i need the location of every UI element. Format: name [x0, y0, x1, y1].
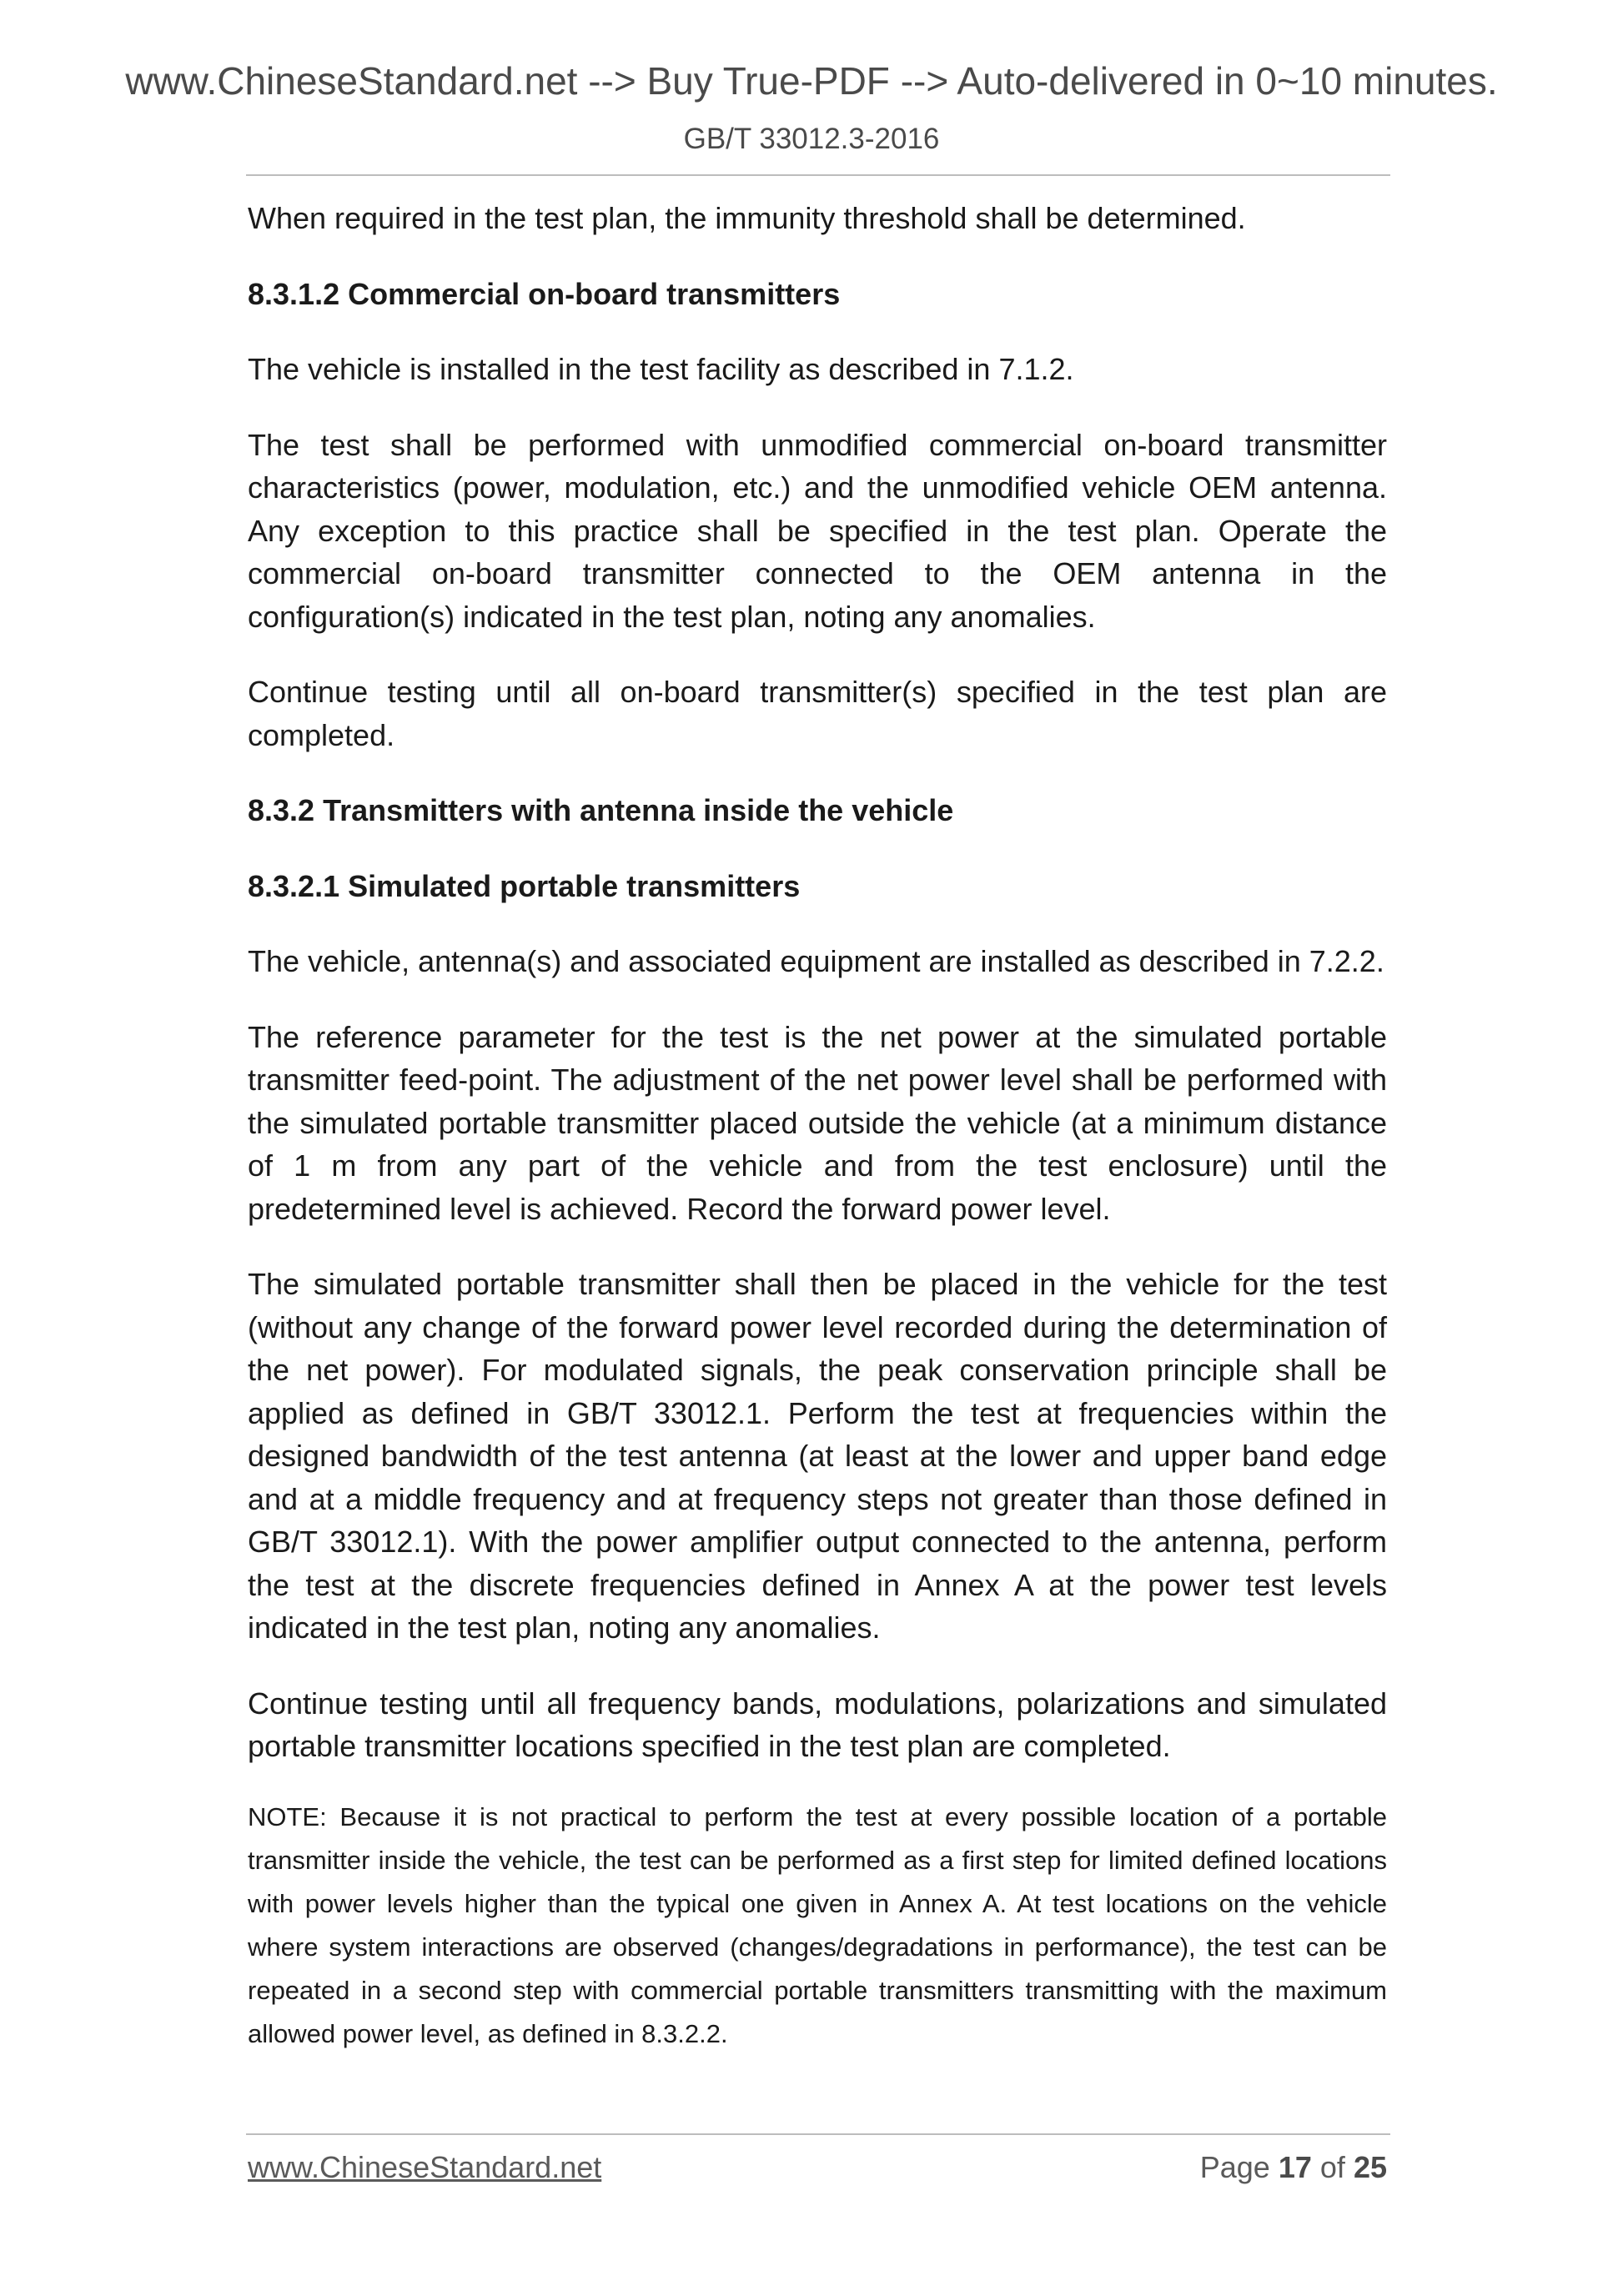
page-of: of	[1319, 2150, 1345, 2184]
page-total: 25	[1353, 2150, 1387, 2184]
heading-8-3-2: 8.3.2 Transmitters with antenna inside the vehicle	[248, 793, 954, 827]
note-paragraph: NOTE: Because it is not practical to perform the test at every possible location of a portable transmitter inside the vehicle, the test can be performed as a first step for limited defined locations with power levels higher than the typical one given in Annex A. At test locations on the vehicle where system interactions are observed (changes/degradations in performance), the test can be repeated in a second step with commercial portable transmitters transmitting with the maximum allowed power level, as defined in 8.3.2.2.	[248, 1801, 1387, 2048]
paragraph-antenna-installed: The vehicle, antenna(s) and associated equipment are installed as described in 7.2.2.	[248, 944, 1384, 978]
paragraph-continue-bands: Continue testing until all frequency bands, modulations, polarizations and simulated portable transmitter locations specified in the test plan are completed.	[248, 1686, 1387, 1763]
heading-8-3-1-2: 8.3.1.2 Commercial on-board transmitters	[248, 276, 841, 311]
heading-8-3-2-1: 8.3.2.1 Simulated portable transmitters	[248, 868, 801, 903]
paragraph-continue-onboard: Continue testing until all on-board transmitter(s) specified in the test plan are completed.	[248, 675, 1387, 752]
paragraph-reference-parameter: The reference parameter for the test is the net power at the simulated portable transmitter feed-point. The adjustment of the net power level shall be performed with the simulated portable transmitter placed outside the vehicle (at a minimum distance of 1 m from any part of the vehicle and from the test enclosure) until the predetermined level is achieved. Record the forward power level.	[248, 1019, 1387, 1226]
standard-code: GB/T 33012.3-2016	[683, 123, 940, 156]
footer-divider	[246, 2133, 1390, 2135]
paragraph-simulated-portable: The simulated portable transmitter shall then be placed in the vehicle for the test (without any change of the forward power level recorded during the determination of the net power). For modulated signals, the peak conservation principle shall be applied as defined in GB/T 33012.1. Perform the test at frequencies within the designed bandwidth of the test antenna (at least at the lower and upper band edge and at a middle frequency and at frequency steps not greater than those defined in GB/T 33012.1). With the power amplifier output connected to the antenna, perform the test at the discrete frequencies defined in Annex A at the power test levels indicated in the test plan, noting any anomalies.	[248, 1267, 1387, 1645]
page-current: 17	[1278, 2150, 1312, 2184]
paragraph-immunity-threshold: When required in the test plan, the immunity threshold shall be determined.	[248, 201, 1246, 235]
footer-site-link[interactable]: www.ChineseStandard.net	[248, 2150, 602, 2184]
paragraph-vehicle-installed: The vehicle is installed in the test facility as described in 7.1.2.	[248, 352, 1074, 386]
page-header	[0, 58, 1623, 156]
document-body	[248, 197, 1387, 2088]
paragraph-unmodified-transmitter: The test shall be performed with unmodified commercial on-board transmitter characteristics (power, modulation, etc.) and the unmodified vehicle OEM antenna. Any exception to this practice shall be specified in the test plan. Operate the commercial on-board transmitter connected to the OEM antenna in the configuration(s) indicated in the test plan, noting any anomalies.	[248, 427, 1387, 634]
page-number	[1200, 2150, 1387, 2185]
page-prefix: Page	[1199, 2150, 1270, 2184]
header-banner: www.ChineseStandard.net --> Buy True-PDF --> Auto-delivered in 0~10 minutes.	[125, 59, 1498, 103]
header-divider	[246, 174, 1390, 176]
